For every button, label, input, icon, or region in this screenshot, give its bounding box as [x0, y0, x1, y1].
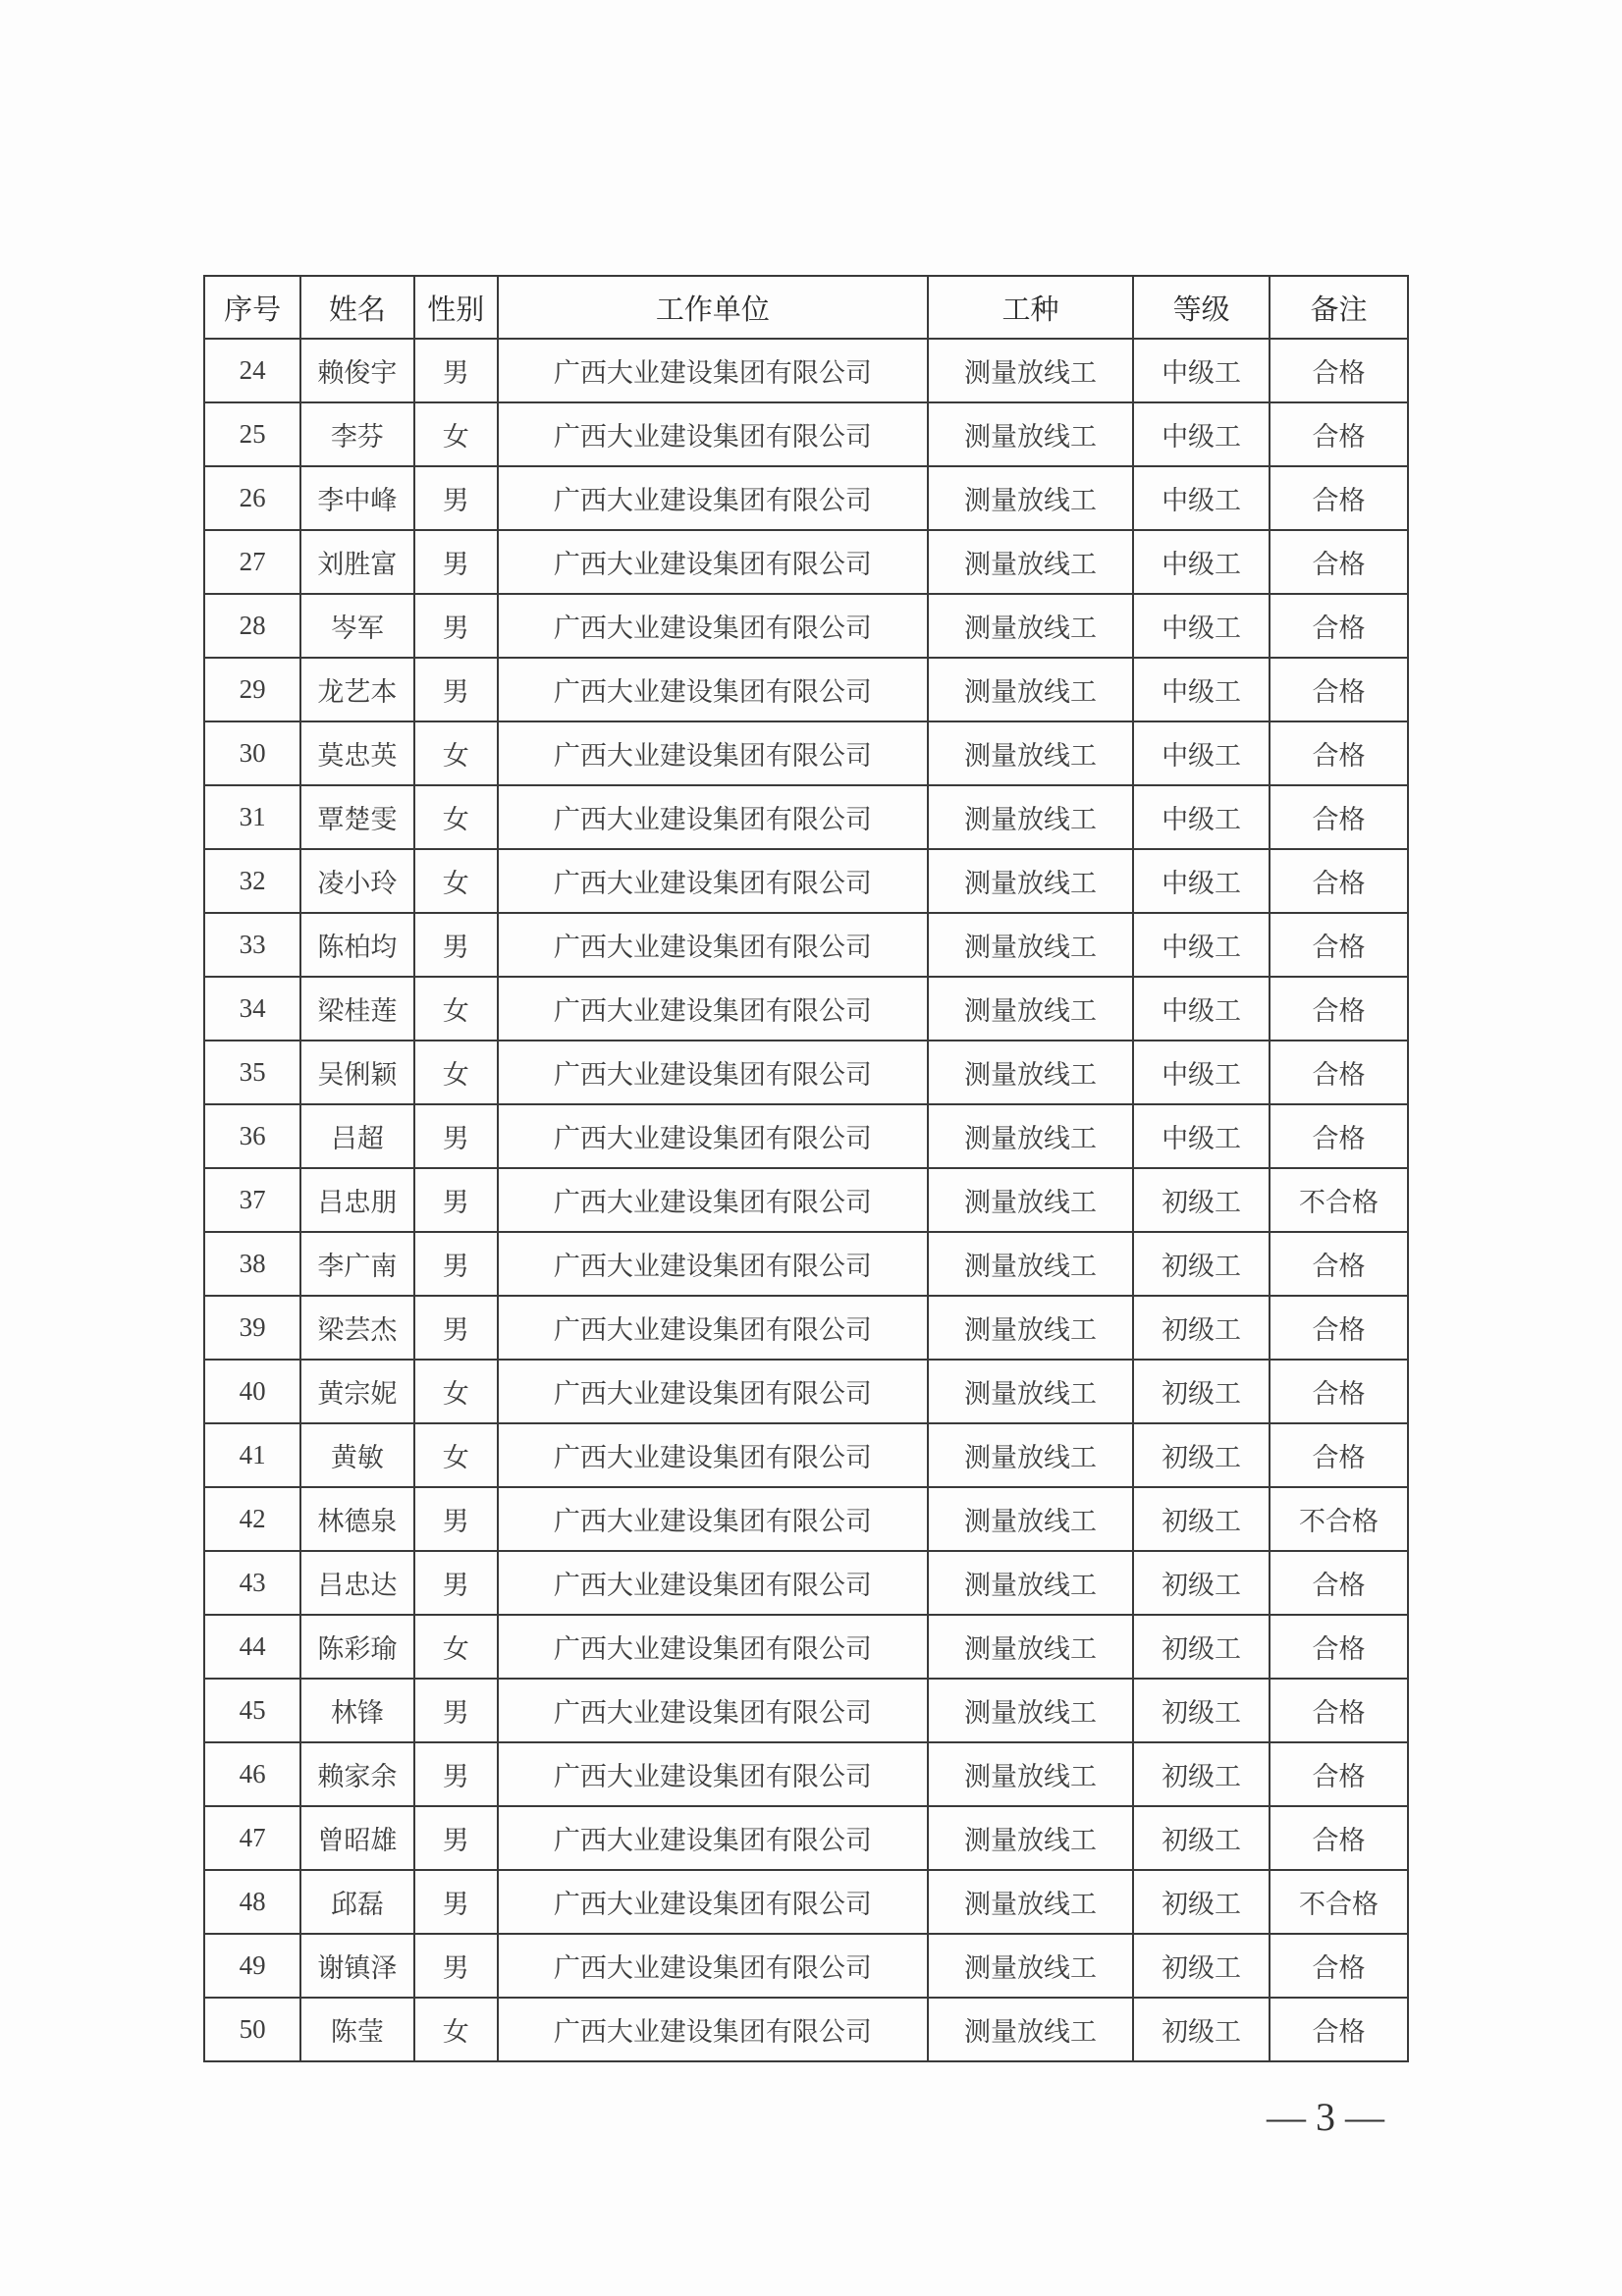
cell-gender: 男 — [414, 466, 498, 530]
cell-seq-no: 29 — [204, 658, 300, 721]
cell-work-unit: 广西大业建设集团有限公司 — [498, 658, 928, 721]
cell-gender: 男 — [414, 1168, 498, 1232]
cell-work-unit: 广西大业建设集团有限公司 — [498, 849, 928, 913]
cell-seq-no: 43 — [204, 1551, 300, 1615]
cell-seq-no: 42 — [204, 1487, 300, 1551]
cell-work-unit: 广西大业建设集团有限公司 — [498, 1360, 928, 1423]
cell-name: 刘胜富 — [300, 530, 413, 594]
cell-seq-no: 25 — [204, 402, 300, 466]
cell-gender: 女 — [414, 977, 498, 1041]
table-row — [204, 1870, 1408, 1934]
cell-work-unit: 广西大业建设集团有限公司 — [498, 1487, 928, 1551]
cell-remark: 合格 — [1270, 530, 1408, 594]
cell-level: 中级工 — [1133, 530, 1270, 594]
roster-table — [203, 275, 1409, 2062]
cell-work-unit: 广西大业建设集团有限公司 — [498, 530, 928, 594]
table-row — [204, 1806, 1408, 1870]
cell-level: 中级工 — [1133, 339, 1270, 402]
cell-seq-no: 24 — [204, 339, 300, 402]
cell-seq-no: 38 — [204, 1232, 300, 1296]
cell-name: 陈莹 — [300, 1998, 413, 2061]
cell-gender: 女 — [414, 1423, 498, 1487]
cell-seq-no: 31 — [204, 785, 300, 849]
cell-job-type: 测量放线工 — [928, 1551, 1133, 1615]
table-row — [204, 402, 1408, 466]
cell-job-type: 测量放线工 — [928, 1168, 1133, 1232]
cell-name: 李芬 — [300, 402, 413, 466]
cell-work-unit: 广西大业建设集团有限公司 — [498, 1870, 928, 1934]
cell-name: 吴俐颖 — [300, 1041, 413, 1104]
cell-name: 黄宗妮 — [300, 1360, 413, 1423]
cell-level: 中级工 — [1133, 977, 1270, 1041]
cell-level: 中级工 — [1133, 913, 1270, 977]
cell-job-type: 测量放线工 — [928, 1296, 1133, 1360]
column-header-name: 姓名 — [300, 276, 413, 339]
table-row — [204, 1934, 1408, 1998]
table-row — [204, 1360, 1408, 1423]
table-row — [204, 1615, 1408, 1679]
cell-job-type: 测量放线工 — [928, 466, 1133, 530]
cell-work-unit: 广西大业建设集团有限公司 — [498, 721, 928, 785]
cell-job-type: 测量放线工 — [928, 658, 1133, 721]
cell-work-unit: 广西大业建设集团有限公司 — [498, 1551, 928, 1615]
cell-remark: 合格 — [1270, 1679, 1408, 1742]
cell-seq-no: 36 — [204, 1104, 300, 1168]
cell-work-unit: 广西大业建设集团有限公司 — [498, 1168, 928, 1232]
cell-name: 吕忠达 — [300, 1551, 413, 1615]
cell-job-type: 测量放线工 — [928, 1679, 1133, 1742]
cell-name: 黄敏 — [300, 1423, 413, 1487]
cell-remark: 合格 — [1270, 1041, 1408, 1104]
cell-name: 吕忠朋 — [300, 1168, 413, 1232]
cell-level: 初级工 — [1133, 1998, 1270, 2061]
cell-remark: 合格 — [1270, 721, 1408, 785]
cell-name: 岑军 — [300, 594, 413, 658]
cell-remark: 合格 — [1270, 1742, 1408, 1806]
column-header-seq-no: 序号 — [204, 276, 300, 339]
cell-job-type: 测量放线工 — [928, 594, 1133, 658]
cell-seq-no: 44 — [204, 1615, 300, 1679]
cell-work-unit: 广西大业建设集团有限公司 — [498, 339, 928, 402]
cell-remark: 合格 — [1270, 339, 1408, 402]
cell-seq-no: 40 — [204, 1360, 300, 1423]
table-row — [204, 1104, 1408, 1168]
cell-job-type: 测量放线工 — [928, 1360, 1133, 1423]
cell-work-unit: 广西大业建设集团有限公司 — [498, 594, 928, 658]
cell-work-unit: 广西大业建设集团有限公司 — [498, 1679, 928, 1742]
cell-work-unit: 广西大业建设集团有限公司 — [498, 1806, 928, 1870]
cell-name: 陈柏均 — [300, 913, 413, 977]
cell-job-type: 测量放线工 — [928, 1934, 1133, 1998]
cell-name: 龙艺本 — [300, 658, 413, 721]
cell-level: 初级工 — [1133, 1168, 1270, 1232]
table-row — [204, 594, 1408, 658]
cell-level: 中级工 — [1133, 721, 1270, 785]
cell-gender: 男 — [414, 530, 498, 594]
cell-gender: 男 — [414, 1679, 498, 1742]
cell-level: 初级工 — [1133, 1615, 1270, 1679]
cell-level: 中级工 — [1133, 1041, 1270, 1104]
cell-name: 李广南 — [300, 1232, 413, 1296]
cell-job-type: 测量放线工 — [928, 339, 1133, 402]
cell-job-type: 测量放线工 — [928, 1615, 1133, 1679]
cell-gender: 男 — [414, 1487, 498, 1551]
cell-level: 中级工 — [1133, 1104, 1270, 1168]
cell-work-unit: 广西大业建设集团有限公司 — [498, 1615, 928, 1679]
cell-seq-no: 41 — [204, 1423, 300, 1487]
cell-remark: 合格 — [1270, 466, 1408, 530]
cell-level: 初级工 — [1133, 1423, 1270, 1487]
cell-work-unit: 广西大业建设集团有限公司 — [498, 785, 928, 849]
cell-name: 邱磊 — [300, 1870, 413, 1934]
cell-work-unit: 广西大业建设集团有限公司 — [498, 1934, 928, 1998]
cell-job-type: 测量放线工 — [928, 1998, 1133, 2061]
cell-level: 中级工 — [1133, 402, 1270, 466]
cell-name: 李中峰 — [300, 466, 413, 530]
cell-gender: 男 — [414, 1934, 498, 1998]
cell-seq-no: 50 — [204, 1998, 300, 2061]
cell-remark: 不合格 — [1270, 1487, 1408, 1551]
cell-gender: 男 — [414, 1104, 498, 1168]
cell-gender: 女 — [414, 1041, 498, 1104]
cell-work-unit: 广西大业建设集团有限公司 — [498, 466, 928, 530]
cell-level: 中级工 — [1133, 658, 1270, 721]
table-row — [204, 1041, 1408, 1104]
table-row — [204, 913, 1408, 977]
cell-job-type: 测量放线工 — [928, 977, 1133, 1041]
cell-gender: 男 — [414, 339, 498, 402]
cell-gender: 男 — [414, 1870, 498, 1934]
cell-seq-no: 32 — [204, 849, 300, 913]
cell-seq-no: 37 — [204, 1168, 300, 1232]
cell-remark: 合格 — [1270, 913, 1408, 977]
cell-seq-no: 49 — [204, 1934, 300, 1998]
cell-level: 中级工 — [1133, 466, 1270, 530]
cell-work-unit: 广西大业建设集团有限公司 — [498, 1423, 928, 1487]
cell-remark: 合格 — [1270, 1806, 1408, 1870]
cell-remark: 合格 — [1270, 1934, 1408, 1998]
cell-gender: 男 — [414, 1551, 498, 1615]
cell-work-unit: 广西大业建设集团有限公司 — [498, 402, 928, 466]
cell-remark: 合格 — [1270, 1296, 1408, 1360]
cell-level: 中级工 — [1133, 785, 1270, 849]
cell-seq-no: 27 — [204, 530, 300, 594]
cell-name: 梁芸杰 — [300, 1296, 413, 1360]
cell-level: 中级工 — [1133, 849, 1270, 913]
table-row — [204, 530, 1408, 594]
cell-remark: 合格 — [1270, 402, 1408, 466]
cell-job-type: 测量放线工 — [928, 849, 1133, 913]
cell-name: 凌小玲 — [300, 849, 413, 913]
cell-job-type: 测量放线工 — [928, 721, 1133, 785]
cell-seq-no: 47 — [204, 1806, 300, 1870]
cell-name: 谢镇泽 — [300, 1934, 413, 1998]
table-row — [204, 1423, 1408, 1487]
cell-work-unit: 广西大业建设集团有限公司 — [498, 1232, 928, 1296]
cell-remark: 合格 — [1270, 849, 1408, 913]
cell-gender: 女 — [414, 721, 498, 785]
cell-work-unit: 广西大业建设集团有限公司 — [498, 1104, 928, 1168]
cell-work-unit: 广西大业建设集团有限公司 — [498, 977, 928, 1041]
cell-gender: 男 — [414, 594, 498, 658]
cell-name: 覃楚雯 — [300, 785, 413, 849]
cell-level: 初级工 — [1133, 1551, 1270, 1615]
cell-level: 初级工 — [1133, 1870, 1270, 1934]
column-header-remark: 备注 — [1270, 276, 1408, 339]
cell-level: 中级工 — [1133, 594, 1270, 658]
table-row — [204, 1998, 1408, 2061]
cell-gender: 女 — [414, 1360, 498, 1423]
cell-remark: 合格 — [1270, 658, 1408, 721]
cell-remark: 合格 — [1270, 1360, 1408, 1423]
cell-job-type: 测量放线工 — [928, 530, 1133, 594]
cell-job-type: 测量放线工 — [928, 1423, 1133, 1487]
cell-gender: 男 — [414, 1296, 498, 1360]
cell-remark: 合格 — [1270, 1551, 1408, 1615]
cell-level: 初级工 — [1133, 1806, 1270, 1870]
cell-work-unit: 广西大业建设集团有限公司 — [498, 1998, 928, 2061]
table-row — [204, 466, 1408, 530]
cell-level: 初级工 — [1133, 1487, 1270, 1551]
cell-name: 吕超 — [300, 1104, 413, 1168]
cell-name: 赖俊宇 — [300, 339, 413, 402]
table-row — [204, 721, 1408, 785]
table-row — [204, 1232, 1408, 1296]
cell-job-type: 测量放线工 — [928, 1041, 1133, 1104]
table-header — [204, 276, 1408, 339]
table-row — [204, 1679, 1408, 1742]
cell-name: 陈彩瑜 — [300, 1615, 413, 1679]
cell-seq-no: 30 — [204, 721, 300, 785]
cell-work-unit: 广西大业建设集团有限公司 — [498, 913, 928, 977]
table-row — [204, 977, 1408, 1041]
cell-seq-no: 46 — [204, 1742, 300, 1806]
cell-seq-no: 33 — [204, 913, 300, 977]
cell-remark: 合格 — [1270, 1232, 1408, 1296]
header-row — [204, 276, 1408, 339]
cell-remark: 合格 — [1270, 1104, 1408, 1168]
cell-remark: 合格 — [1270, 977, 1408, 1041]
cell-name: 梁桂莲 — [300, 977, 413, 1041]
table-row — [204, 1487, 1408, 1551]
table-row — [204, 849, 1408, 913]
cell-job-type: 测量放线工 — [928, 1487, 1133, 1551]
cell-gender: 男 — [414, 658, 498, 721]
cell-gender: 男 — [414, 913, 498, 977]
cell-work-unit: 广西大业建设集团有限公司 — [498, 1742, 928, 1806]
table-row — [204, 785, 1408, 849]
cell-remark: 合格 — [1270, 785, 1408, 849]
cell-level: 初级工 — [1133, 1742, 1270, 1806]
cell-seq-no: 45 — [204, 1679, 300, 1742]
cell-gender: 女 — [414, 849, 498, 913]
cell-gender: 女 — [414, 785, 498, 849]
cell-seq-no: 26 — [204, 466, 300, 530]
cell-remark: 合格 — [1270, 1615, 1408, 1679]
cell-gender: 女 — [414, 1998, 498, 2061]
cell-remark: 合格 — [1270, 1423, 1408, 1487]
table-row — [204, 1168, 1408, 1232]
cell-work-unit: 广西大业建设集团有限公司 — [498, 1296, 928, 1360]
column-header-level: 等级 — [1133, 276, 1270, 339]
cell-gender: 女 — [414, 402, 498, 466]
cell-level: 初级工 — [1133, 1934, 1270, 1998]
cell-job-type: 测量放线工 — [928, 1104, 1133, 1168]
cell-remark: 合格 — [1270, 594, 1408, 658]
cell-gender: 男 — [414, 1806, 498, 1870]
cell-name: 曾昭雄 — [300, 1806, 413, 1870]
cell-level: 初级工 — [1133, 1296, 1270, 1360]
cell-seq-no: 28 — [204, 594, 300, 658]
cell-seq-no: 39 — [204, 1296, 300, 1360]
cell-name: 赖家余 — [300, 1742, 413, 1806]
cell-name: 莫忠英 — [300, 721, 413, 785]
cell-job-type: 测量放线工 — [928, 1870, 1133, 1934]
cell-gender: 男 — [414, 1232, 498, 1296]
column-header-work-unit: 工作单位 — [498, 276, 928, 339]
cell-level: 初级工 — [1133, 1232, 1270, 1296]
column-header-job-type: 工种 — [928, 276, 1133, 339]
cell-name: 林德泉 — [300, 1487, 413, 1551]
cell-name: 林锋 — [300, 1679, 413, 1742]
cell-job-type: 测量放线工 — [928, 913, 1133, 977]
cell-level: 初级工 — [1133, 1360, 1270, 1423]
table-row — [204, 1296, 1408, 1360]
cell-seq-no: 48 — [204, 1870, 300, 1934]
cell-gender: 女 — [414, 1615, 498, 1679]
cell-job-type: 测量放线工 — [928, 1742, 1133, 1806]
cell-level: 初级工 — [1133, 1679, 1270, 1742]
column-header-gender: 性别 — [414, 276, 498, 339]
table-row — [204, 658, 1408, 721]
table-row — [204, 1551, 1408, 1615]
cell-job-type: 测量放线工 — [928, 1806, 1133, 1870]
table-row — [204, 339, 1408, 402]
cell-work-unit: 广西大业建设集团有限公司 — [498, 1041, 928, 1104]
cell-seq-no: 34 — [204, 977, 300, 1041]
cell-seq-no: 35 — [204, 1041, 300, 1104]
cell-remark: 不合格 — [1270, 1870, 1408, 1934]
table-body — [204, 339, 1408, 2061]
cell-remark: 合格 — [1270, 1998, 1408, 2061]
cell-job-type: 测量放线工 — [928, 402, 1133, 466]
cell-gender: 男 — [414, 1742, 498, 1806]
cell-remark: 不合格 — [1270, 1168, 1408, 1232]
cell-job-type: 测量放线工 — [928, 785, 1133, 849]
table-row — [204, 1742, 1408, 1806]
cell-job-type: 测量放线工 — [928, 1232, 1133, 1296]
page-number: — 3 — — [1267, 2095, 1384, 2139]
